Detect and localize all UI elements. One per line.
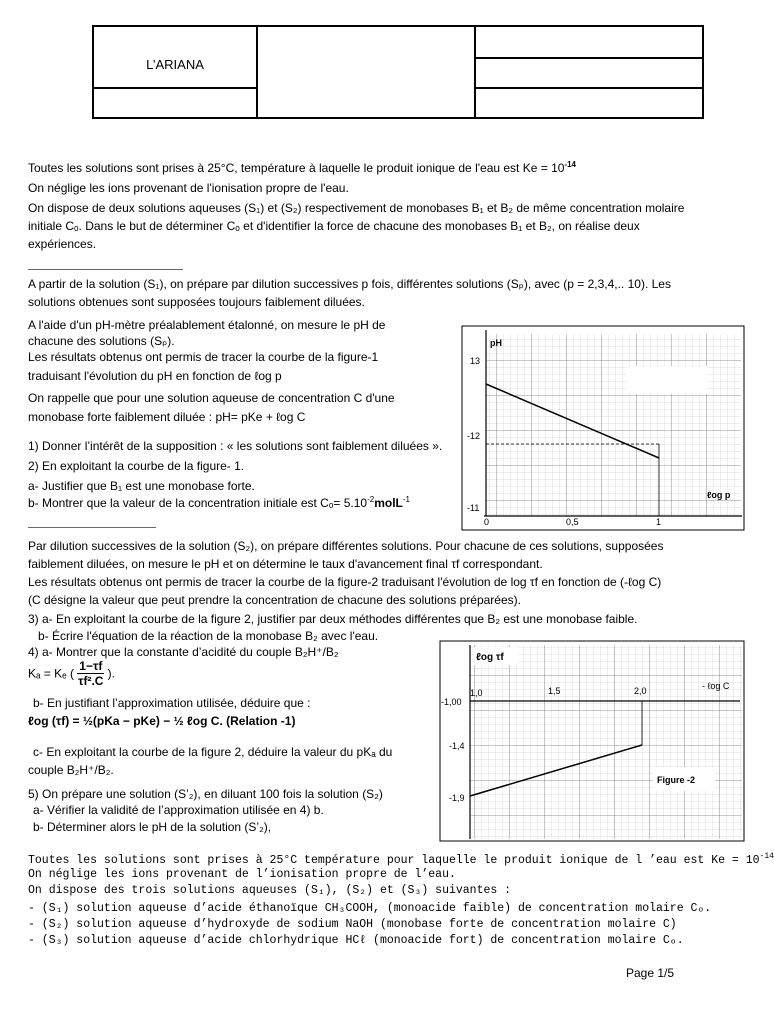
intro-line: On dispose de deux solutions aqueuses (S₁) et (S₂) respectivement de monobases B₁ et B₂ de même concentration molaire	[28, 201, 685, 215]
question-4c-cont: couple B₂H⁺/B₂.	[28, 763, 114, 777]
x-tick: 2,0	[634, 686, 647, 696]
equation-relation-1: ℓog (τf) = ½(pKa − pKe) − ½ ℓog C. (Relation -1)	[28, 714, 296, 728]
list-item: - (S₂) solution aqueuse d’hydroxyde de sodium NaOH (monobase forte de concentration molaire C)	[28, 918, 677, 931]
question-4c: c- En exploitant la courbe de la figure 2, déduire la valeur du pKₐ du	[33, 745, 393, 759]
x-tick: 1,5	[548, 686, 561, 696]
x-axis-label: - ℓog C	[702, 681, 730, 691]
paragraph-line: Les résultats obtenus ont permis de tracer la courbe de la figure-1	[28, 350, 379, 364]
paragraph-line: Les résultats obtenus ont permis de tracer la courbe de la figure-2 traduisant l'évolution de log τf en fonction de (-ℓog C)	[28, 575, 662, 589]
x-tick: 0,5	[566, 517, 579, 527]
paragraph-line: solutions obtenues sont supposées toujours faiblement diluées.	[28, 295, 365, 309]
figure-2-graph	[440, 641, 744, 841]
question-5: 5) On prépare une solution (S’₂), en diluant 100 fois la solution (S₂)	[28, 787, 383, 801]
page-number: Page 1/5	[626, 966, 675, 980]
header-divider	[94, 87, 256, 89]
paragraph-line: Toutes les solutions sont prises à 25°C température pour laquelle le produit ionique de l ’eau est $Ke = 10^{-14}$	[28, 852, 774, 867]
x-axis-label: ℓog p	[707, 490, 731, 500]
figure-2	[440, 641, 744, 846]
grid	[470, 645, 742, 839]
paragraph-line: A l'aide d'un pH-mètre préalablement étalonné, on mesure le pH de	[28, 318, 386, 332]
school-name: L’ARIANA	[146, 57, 204, 72]
question-3b: b- Écrire l'équation de la réaction de la monobase B₂ avec l'eau.	[38, 629, 379, 643]
paragraph-line: On néglige les ions provenant de l’ionisation propre de l’eau.	[28, 868, 456, 881]
x-tick: 1,0	[470, 688, 483, 698]
figure-1-graph	[462, 326, 744, 530]
y-tick: -1,9	[449, 793, 465, 803]
section-separator	[28, 269, 183, 270]
paragraph-line: traduisant l'évolution du pH en fonction de ℓog p	[28, 369, 282, 383]
paragraph-line: monobase forte faiblement diluée : pH= pKe + ℓog C	[28, 410, 306, 424]
paragraph-line: On dispose des trois solutions aqueuses (S₁), (S₂) et (S₃) suivantes :	[28, 884, 512, 897]
y-tick: 13	[470, 356, 481, 366]
y-axis-label: pH	[490, 338, 502, 348]
paragraph-line: chacune des solutions (Sₚ).	[28, 334, 175, 348]
question-4a: 4) a- Montrer que la constante d’acidité du couple B₂H⁺/B₂	[28, 645, 339, 659]
question-2: 2) En exploitant la courbe de la figure- 1.	[28, 459, 245, 473]
header-divider	[474, 57, 702, 59]
list-item: - (S₃) solution aqueuse d’acide chlorhydrique HCℓ (monoacide fort) de concentration molaire Cₒ.	[28, 934, 684, 947]
header-divider	[474, 27, 476, 117]
header-divider	[474, 87, 702, 89]
paragraph-line: A partir de la solution (S₁), on prépare par dilution successives p fois, différentes solutions (Sₚ), avec (p = 2,3,4,.. 10). Les	[28, 277, 671, 291]
header-divider	[256, 27, 258, 117]
y-tick: -1,00	[441, 697, 462, 707]
x-tick: 1	[656, 517, 662, 527]
y-axis-label: ℓog τf	[476, 652, 504, 663]
equation-ka: Kₐ = Kₑ ( $\frac{1-\tau f}{\text{τf².C}}$ ).	[28, 659, 116, 689]
intro-line: Toutes les solutions sont prises à 25°C, température à laquelle le produit ionique de l'eau est $Ke = 10^{-14}$	[28, 160, 576, 175]
question-5b: b- Déterminer alors le pH de la solution (S’₂),	[33, 820, 272, 834]
section-separator	[28, 527, 156, 528]
intro-line: On néglige les ions provenant de l'ionisation propre de l'eau.	[28, 181, 349, 195]
paragraph-line: faiblement diluées, on mesure le pH et on détermine le taux d'avancement final τf correspondant.	[28, 557, 543, 571]
figure-1	[462, 326, 744, 535]
list-item: - (S₁) solution aqueuse d’acide éthanoïque CH₃COOH, (monoacide faible) de concentration molaire Cₒ.	[28, 902, 712, 915]
grid	[486, 334, 741, 516]
y-tick: -11	[467, 503, 480, 513]
question-1: 1) Donner l’intérêt de la supposition : « les solutions sont faiblement diluées ».	[28, 439, 443, 453]
figure-caption: Figure -2	[657, 775, 696, 785]
x-tick: 0	[484, 517, 490, 527]
paragraph-line: Par dilution successives de la solution (S₂), on prépare différentes solutions. Pour chacune de ces solutions, supposées	[28, 539, 664, 553]
question-3a: 3) a- En exploitant la courbe de la figure 2, justifier par deux méthodes différentes que B₂ est une monobase faible.	[28, 612, 638, 626]
y-tick: -1,4	[449, 741, 465, 751]
question-2a: a- Justifier que B₁ est une monobase forte.	[28, 479, 255, 493]
header-table	[92, 25, 704, 119]
paragraph-line: On rappelle que pour une solution aqueuse de concentration C d'une	[28, 391, 395, 405]
question-5a: a- Vérifier la validité de l’approximation utilisée en 4) b.	[33, 803, 324, 817]
intro-line: expériences.	[28, 237, 97, 251]
question-2b: b- Montrer que la valeur de la concentration initiale est $C_o= 5.10^{-2}molL^{-1}$	[28, 495, 410, 510]
paragraph-line: (C désigne la valeur que peut prendre la concentration de chacune des solutions préparées).	[28, 593, 521, 607]
question-4b: b- En justifiant l’approximation utilisée, déduire que :	[33, 696, 311, 710]
y-tick: -12	[467, 431, 481, 441]
blank-box	[627, 366, 707, 394]
intro-line: initiale Cₒ. Dans le but de déterminer Cₒ et d'identifier la force de chacune des monobases B₁ et B₂, on réalise deux	[28, 219, 640, 233]
